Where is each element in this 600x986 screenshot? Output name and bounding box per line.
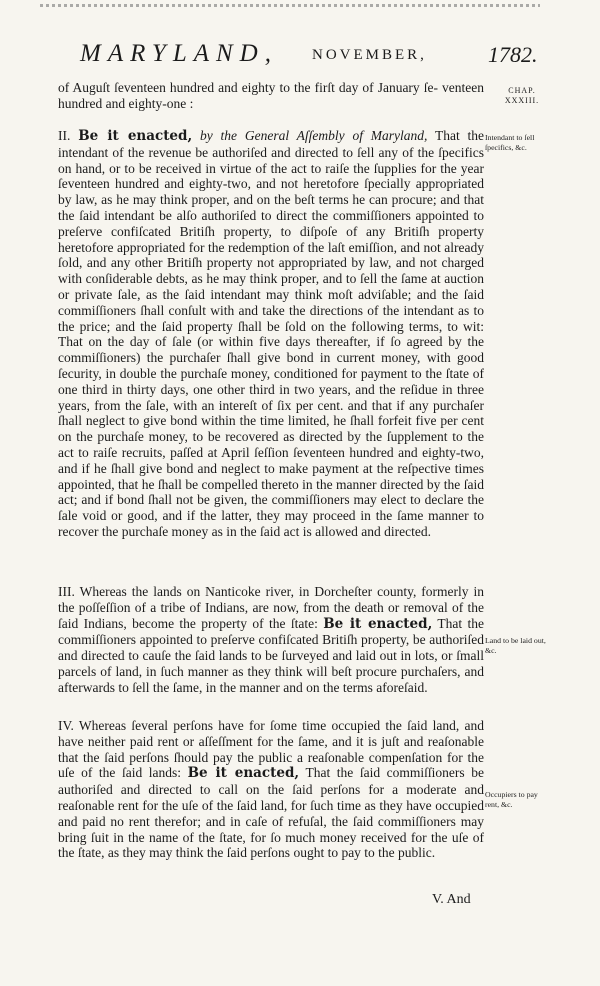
margin-note-land: Land to be laid out, &c. — [485, 636, 546, 655]
page-header — [80, 40, 560, 74]
paragraph-text: IV. Whereas ſeveral perſons have for ſome time occupied the ſaid land, and have neither paid rent or aſſeſſment for the ſame, and it is juſt and reaſonable that the ſaid perſons ſhould pay the public a reaſonable compenſation for the uſe of the ſaid lands: — [58, 718, 484, 781]
header-month: NOVEMBER, — [312, 47, 427, 63]
paragraph-text: That the intendant of the revenue be authoriſed and directed to ſell any of the ſpecifics on hand, or to be received in virtue of the act to raiſe the ſupplies for the year ſeventeen hundred and eighty-two, and not heretofore ſpecially appropriated by law, as he may think proper, and on the beſt terms he can procure; and that the ſaid intendant be alſo authoriſed to direct the commiſſioners appointed to preſerve confiſcated Britiſh property, to diſpoſe of any Britiſh property heretofore appropriated for the redemption of the laſt emiſſion, and not already ſold, and any other Britiſh property not appropriated by law, and not charged with conſiderable debts, as he may think proper, and to ſell the ſame at auction or private ſale, as the ſaid intendant may think moſt adviſable; and the ſaid commiſſioners ſhall conſult with and take the directions of the intendant as to the price; and the ſaid property ſhall be ſold on the following terms, to wit: That on the day of ſale (or within five days thereafter, if ſo agreed by the commiſſioners) the purchaſer ſhall give bond in current money, with good ſecurity, in double the purchaſe money, conditioned for payment to the ſtate of one third in thirty days, one other third in two years, and the reſidue in three years, from the ſale, with an intereſt of ſix per cent. and that if any purchaſer ſhall neglect to give bond within the time limited, he ſhall forfeit five per cent on the purchaſe money, to be recovered as directed by the ſupplement to the act to raiſe recruits, paſſed at April ſeſſion ſeventeen hundred and eighty-two, and if he ſhall give bond and neglect to make payment at the reſpective times appointed, that he ſhall be compelled thereto in the manner directed by the ſaid act; and if bond ſhall not be given, the commiſſioners may elect to declare the ſale void or good, and if the latter, they may proceed in the ſame manner to recover the purchaſe money as in the ſaid act is allowed and directed. — [58, 128, 484, 539]
enacting-clause: Be it enacted, — [187, 765, 300, 782]
enacting-clause: Be it enacted, — [323, 615, 433, 632]
header-state: MARYLAND, — [80, 40, 278, 67]
section-number: II. — [58, 128, 71, 143]
assembly-reference: by the General Aſſembly of Maryland, — [199, 128, 428, 143]
chapter-number: XXXIII. — [504, 96, 540, 105]
margin-note-occupiers: Occupiers to pay rent, &c. — [485, 790, 538, 809]
paragraph-section-2 — [58, 128, 484, 540]
top-rule — [40, 4, 540, 7]
enacting-clause: Be it enacted, — [78, 128, 193, 144]
margin-note-intendant: Intendant to ſell ſpecifics, &c. — [485, 133, 535, 152]
paragraph-text: That the ſaid commiſſioners be authoriſed and directed to call on the ſaid perſons for a moderate and reaſonable rent for the uſe of the ſaid land, for ſuch time as they have occupied and paid no rent therefor; and in caſe of refuſal, the ſaid commiſſioners may bring ſuit in the name of the ſtate, for ſo much money received for the uſe of the ſtate, as they may think the ſaid perſons ought to pay to the public. — [58, 765, 484, 861]
chapter-title: CHAP. — [508, 86, 536, 95]
paragraph-text: of Auguſt ſeventeen hundred and eighty to the firſt day of January ſe- venteen hundred and eighty-one : — [58, 80, 484, 111]
paragraph-section-4 — [58, 718, 484, 861]
paragraph-text: III. Whereas the lands on Nanticoke river, in Dorcheſter county, formerly in the poſſeſſion of a tribe of Indians, are now, from the death or removal of the ſaid Indians, become the property of the ſtate: — [58, 584, 484, 631]
header-year: 1782. — [488, 42, 538, 67]
paragraph-section-3 — [58, 584, 484, 696]
paragraph-text: That the commiſſioners appointed to preſerve confiſcated Britiſh property, be authoriſed and directed to cauſe the ſaid lands to be ſurveyed and laid out in lots, or ſmall parcels of land, in ſuch manner as they think will beſt procure purchaſers, and afterwards to ſell the ſame, in the manner and on the terms aforeſaid. — [58, 615, 485, 695]
paragraph-continuation — [58, 80, 484, 112]
chapter-label — [492, 86, 552, 106]
catchword: V. And — [432, 892, 471, 907]
